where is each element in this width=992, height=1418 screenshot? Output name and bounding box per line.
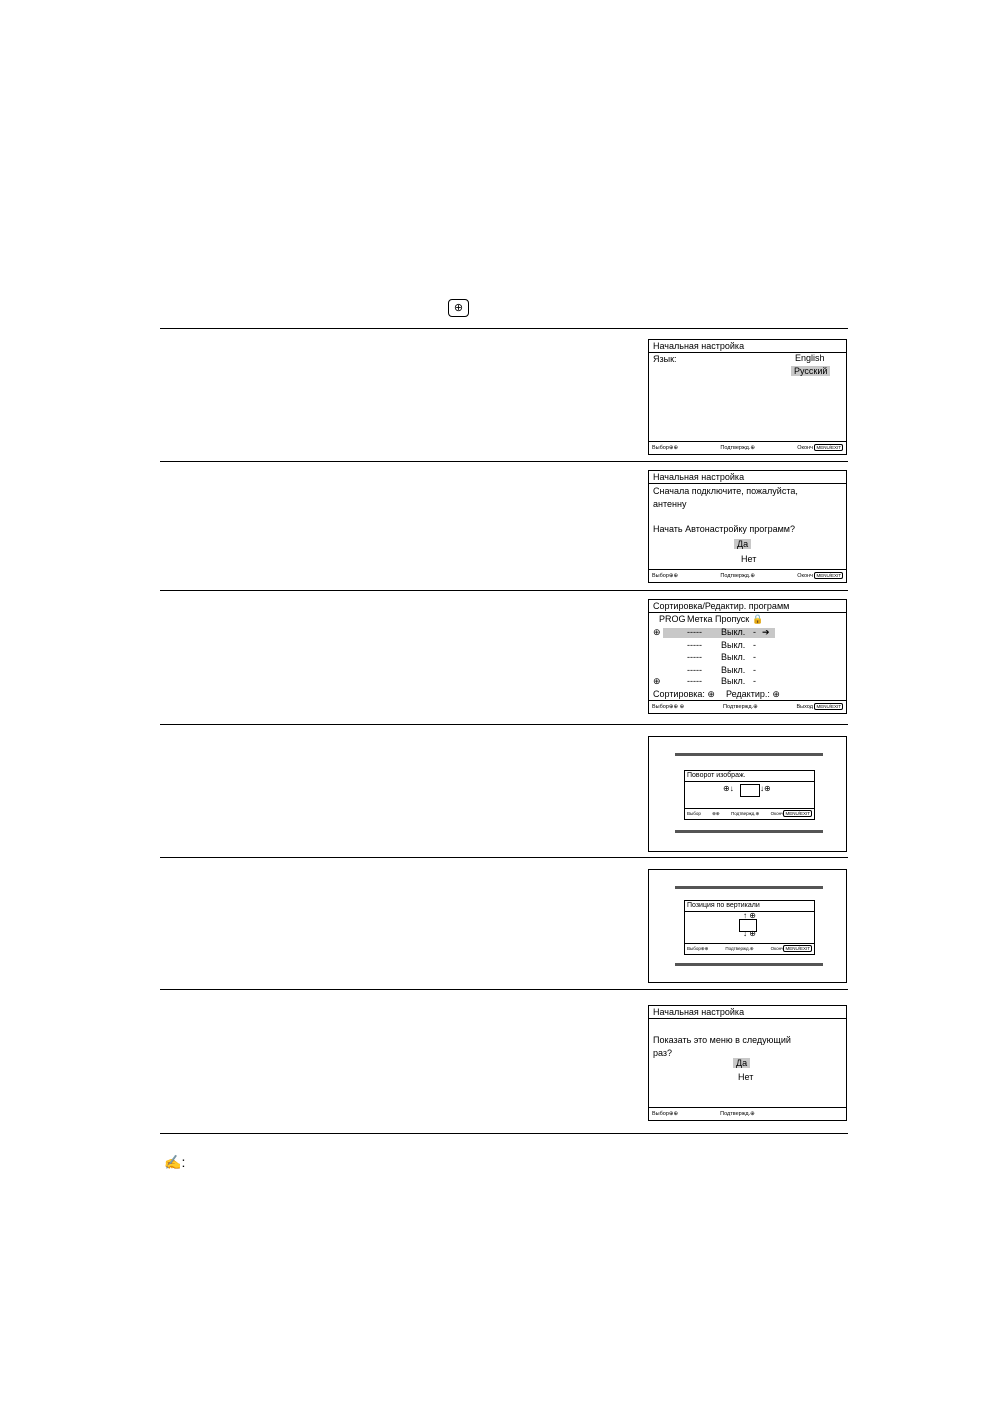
ok-icon: ⊕ — [755, 811, 760, 816]
down-arrow-icon: ⊕ — [653, 676, 661, 686]
no-option[interactable]: Нет — [738, 1072, 754, 1082]
footer-confirm: Подтвержд. — [725, 946, 750, 951]
footer-confirm: Подтвержд. — [720, 1111, 751, 1117]
footer-select: Выбор — [652, 704, 669, 710]
picture-edge-top — [675, 753, 823, 756]
table-row-dash: - — [753, 665, 756, 675]
col-prog: PROG — [659, 614, 686, 624]
col-label: Метка — [687, 614, 713, 624]
question: Начать Автонастройку программ? — [653, 524, 795, 534]
tv-input-icon: ⊕ — [448, 299, 469, 317]
language-label: Язык: — [653, 354, 677, 364]
screen-autotune — [648, 470, 847, 583]
text-line: раз? — [653, 1048, 673, 1058]
up-arrow-icon[interactable]: ↑ ⊕ — [743, 911, 756, 920]
updown-icon: ⊕⊕ — [668, 573, 679, 579]
note-colon: : — [181, 1154, 186, 1170]
down-arrow-icon[interactable]: ↓ ⊕ — [743, 929, 756, 938]
lock-icon: 🔒 — [752, 614, 764, 624]
ok-icon: ⊕ — [749, 946, 754, 951]
rotate-right-icon[interactable]: ↓⊕ — [760, 784, 771, 793]
footer-select: Выбор — [687, 946, 701, 951]
divider — [160, 857, 848, 858]
divider — [160, 1133, 848, 1134]
row-highlight — [663, 628, 775, 638]
table-row-skip[interactable]: Выкл. — [721, 652, 746, 662]
footer-confirm: Подтвержд. — [720, 445, 751, 451]
table-row-skip[interactable]: Выкл. — [721, 676, 746, 686]
pencil-note-icon: ✍ — [164, 1154, 182, 1170]
picture-frame-icon — [740, 784, 760, 797]
screen-language — [648, 339, 847, 455]
ok-icon: ⊕ — [753, 704, 758, 710]
screen-title: Начальная настройка — [649, 340, 846, 353]
updown-icon: ⊕⊕ — [668, 1111, 679, 1117]
menu-exit-key: MENU/EXIT — [816, 704, 841, 709]
footer-select: Выбор — [687, 811, 701, 816]
footer-end: Оконч — [797, 445, 813, 451]
up-arrow-icon: ⊕ — [653, 627, 661, 637]
ok-icon: ⊕ — [750, 445, 755, 451]
menu-exit-key: MENU/EXIT — [816, 573, 841, 578]
screen-footer — [649, 441, 846, 454]
screen-program-sort — [648, 599, 847, 714]
right-arrow-icon: ➔ — [762, 627, 770, 637]
rotation-panel — [684, 770, 815, 820]
sort-text: Сортировка: — [653, 689, 705, 699]
text-line: Сначала подключите, пожалуйста, — [653, 486, 798, 496]
screen-title: Начальная настройка — [649, 471, 846, 484]
screen-footer — [649, 569, 846, 582]
screen-vertical-position — [648, 869, 847, 983]
table-row-label: ----- — [687, 627, 702, 637]
sort-label — [653, 689, 715, 700]
footer-select: Выбор — [652, 573, 669, 579]
panel-footer — [685, 943, 814, 954]
picture-edge-top — [675, 886, 823, 889]
screen-rotation — [648, 736, 847, 852]
picture-edge-bottom — [675, 963, 823, 966]
table-row-label: ----- — [687, 665, 702, 675]
option-russian[interactable]: Русский — [791, 366, 830, 376]
table-row-skip[interactable]: Выкл. — [721, 627, 746, 637]
col-skip: Пропуск — [715, 614, 750, 624]
footer-end: Оконч — [770, 811, 784, 816]
footer-end: Оконч — [797, 573, 813, 579]
updown-icon: ⊕⊕ — [712, 811, 720, 816]
table-row-dash: - — [753, 676, 756, 686]
yes-option[interactable]: Да — [733, 1058, 750, 1068]
ok-icon: ⊕ — [750, 573, 755, 579]
footer-confirm: Подтвержд. — [730, 811, 756, 816]
updown-icon: ⊕⊕ — [668, 445, 679, 451]
screen-title: Начальная настройка — [649, 1006, 846, 1019]
text-line: антенну — [653, 499, 687, 509]
menu-exit-key: MENU/EXIT — [785, 946, 810, 951]
table-row-dash: - — [753, 652, 756, 662]
yes-option[interactable]: Да — [734, 539, 751, 549]
footer-select: Выбор — [652, 1111, 669, 1117]
screen-title: Сортировка/Редактир. программ — [649, 600, 846, 613]
footer-exit: Выход — [796, 704, 813, 710]
divider — [160, 724, 848, 725]
ok-icon: ⊕ — [772, 689, 780, 699]
note-marker — [164, 1154, 185, 1171]
footer-end: Оконч — [770, 946, 784, 951]
no-option[interactable]: Нет — [741, 554, 757, 564]
edit-text: Редактир.: — [726, 689, 770, 699]
table-row-skip[interactable]: Выкл. — [721, 640, 746, 650]
rotate-left-icon[interactable]: ⊕↓ — [723, 784, 734, 793]
menu-exit-key: MENU/EXIT — [816, 445, 841, 450]
table-row-label: ----- — [687, 640, 702, 650]
panel-title: Позиция по вертикали — [685, 901, 814, 912]
screen-footer — [649, 700, 846, 713]
panel-title: Поворот изображ. — [685, 771, 814, 782]
divider — [160, 989, 848, 990]
screen-footer — [649, 1107, 846, 1120]
menu-exit-key: MENU/EXIT — [785, 811, 810, 816]
table-row-skip[interactable]: Выкл. — [721, 665, 746, 675]
option-english[interactable]: English — [795, 353, 825, 363]
updown-icon: ⊕⊕ ⊕ — [668, 704, 685, 710]
divider — [160, 328, 848, 329]
ok-icon: ⊕ — [750, 1111, 755, 1117]
footer-select: Выбор — [652, 445, 669, 451]
vertical-panel — [684, 900, 815, 955]
right-key-icon: ⊕ — [707, 689, 715, 699]
screen-show-next-time — [648, 1005, 847, 1121]
panel-footer — [685, 808, 814, 819]
table-row-dash: - — [753, 640, 756, 650]
edit-label — [726, 689, 780, 700]
footer-confirm: Подтвержд. — [720, 573, 751, 579]
table-row-label: ----- — [687, 676, 702, 686]
picture-edge-bottom — [675, 830, 823, 833]
divider — [160, 461, 848, 462]
divider — [160, 590, 848, 591]
updown-icon: ⊕⊕ — [700, 946, 709, 951]
table-row-dash: - — [753, 627, 756, 637]
table-row-label: ----- — [687, 652, 702, 662]
footer-confirm: Подтвержд. — [723, 704, 754, 710]
text-line: Показать это меню в следующий — [653, 1035, 791, 1045]
